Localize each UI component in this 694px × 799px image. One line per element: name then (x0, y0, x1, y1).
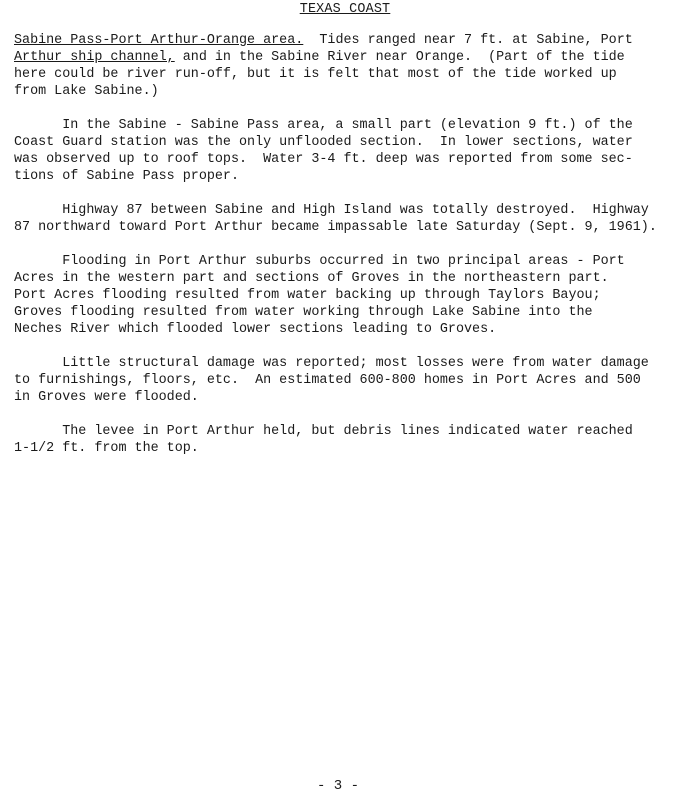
paragraph-line: 1-1/2 ft. from the top. (14, 441, 199, 456)
paragraph-line: Arthur ship channel, and in the Sabine River near Orange. (Part of the tide (14, 50, 625, 65)
paragraph-suburb-flooding (14, 253, 682, 338)
section-lead-title: Sabine Pass-Port Arthur-Orange area. (14, 33, 304, 48)
heading-text: TEXAS COAST (299, 2, 391, 17)
paragraph-line: from Lake Sabine.) (14, 84, 159, 99)
paragraph-line: Coast Guard station was the only unflooded section. In lower sections, water (14, 135, 633, 150)
paragraph-line: Highway 87 between Sabine and High Island was totally destroyed. Highway (14, 203, 649, 218)
paragraph-line: In the Sabine - Sabine Pass area, a small part (elevation 9 ft.) of the (14, 118, 633, 133)
paragraph-line: here could be river run-off, but it is felt that most of the tide worked up (14, 67, 617, 82)
paragraph-highway-87 (14, 202, 682, 236)
paragraph-line: was observed up to roof tops. Water 3-4 ft. deep was reported from some sec- (14, 152, 633, 167)
paragraph-line: 87 northward toward Port Arthur became impassable late Saturday (Sept. 9, 1961). (14, 220, 657, 235)
paragraph-levee (14, 423, 682, 457)
paragraph-line: The levee in Port Arthur held, but debris lines indicated water reached (14, 424, 633, 439)
paragraph-line: Acres in the western part and sections of Groves in the northeastern part. (14, 271, 609, 286)
paragraph-line: Flooding in Port Arthur suburbs occurred in two principal areas - Port (14, 254, 625, 269)
paragraph-sabine-pass (14, 32, 682, 100)
page-heading (0, 1, 694, 18)
paragraph-line: to furnishings, floors, etc. An estimated 600-800 homes in Port Acres and 500 (14, 373, 641, 388)
paragraph-line: Neches River which flooded lower sections leading to Groves. (14, 322, 497, 337)
page-number: - 3 - (316, 778, 359, 794)
paragraph-line: Port Acres flooding resulted from water backing up through Taylors Bayou; (14, 288, 601, 303)
paragraph-coast-guard (14, 117, 682, 185)
paragraph-line: Sabine Pass-Port Arthur-Orange area. Tides ranged near 7 ft. at Sabine, Port (14, 33, 633, 48)
paragraph-line: tions of Sabine Pass proper. (14, 169, 239, 184)
paragraph-structural-damage (14, 355, 682, 406)
paragraph-line: Little structural damage was reported; most losses were from water damage (14, 356, 649, 371)
paragraph-line: Groves flooding resulted from water working through Lake Sabine into the (14, 305, 593, 320)
paragraph-line: in Groves were flooded. (14, 390, 199, 405)
